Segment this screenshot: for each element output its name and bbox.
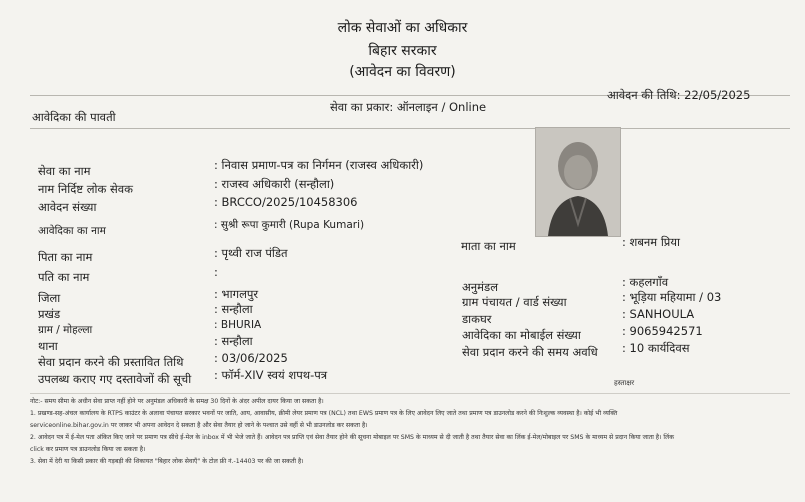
header-subtitle: (आवेदन का विवरण) [349,64,456,80]
note-2-cont: click कर प्रमाण पत्र डाउनलोड किया जा सकता है। [30,446,146,453]
value-application-number: : BRCCO/2025/10458306 [214,195,358,209]
label-village: ग्राम / मोहल्ला [38,324,93,336]
value-husband-name: : [214,265,218,279]
value-mobile-number: : 9065942571 [622,324,703,338]
value-village: : BHURIA [214,319,262,331]
label-subdivision: अनुमंडल [462,280,498,294]
note-3: 3. सेवा में देरी या किसी प्रकार की गड़बड़ी की शिकायत "बिहार लोक सेवाएँ" के टोल फ्री नं.-14403 पर की जा सकती है। [30,458,304,465]
subheader-divider [30,128,790,129]
label-mobile-number: आवेदिका का मोबाईल संख्या [462,328,581,342]
label-post-office: डाकघर [462,312,492,326]
label-service-duration: सेवा प्रदान करने की समय अवधि [462,345,598,359]
label-father-name: पिता का नाम [38,250,93,264]
note-appeal: नोट:- समय सीमा के अधीन सेवा प्राप्त नहीं होने पर अनुमंडल अधिकारी के समक्ष 30 दिनों के अंदर अपील दायर किया जा सकता है। [30,398,324,405]
label-police-station: थाना [38,339,58,353]
application-date: आवेदन की तिथि: 22/05/2025 [607,88,751,102]
note-2: 2. आवेदन पत्र में ई-मेल पता अंकित किए जाने पर प्रमाण पत्र सीधे ई-मेल के inbox में भी भेजे जाते हैं। आवेदन पत्र प्राप्ति एवं सेवा तैयार होने की सूचना मोबाइल पर SMS के माध्यम से दी जाती है तथा तैयार सेवा का लिंक ई-मेल/मोबाइल पर SMS के माध्यम से प्रदान किया जाता है। लिंक [30,434,674,441]
value-documents-list: : फॉर्म-XIV स्वयं शपथ-पत्र [214,368,328,382]
value-block: : सन्हौला [214,302,253,316]
label-district: जिला [38,291,61,305]
label-mother-name: माता का नाम [461,239,516,253]
label-applicant-name: आवेदिका का नाम [38,225,106,237]
value-mother-name: : शबनम प्रिया [622,235,681,249]
value-father-name: : पृथ्वी राज पंडित [214,246,288,260]
note-1-cont: serviceonline.bihar.gov.in पर जाकर भी अपना आवेदन दे सकता है और सेवा तैयार हो जाने के पश्चात उसे वहीं से भी डाउनलोड कर सकता है। [30,422,368,429]
value-gram-panchayat: : भूड़िया महियामा / 03 [622,290,722,304]
notes-divider [30,393,790,394]
label-husband-name: पति का नाम [38,270,90,284]
value-public-servant: : राजस्व अधिकारी (सन्हौला) [214,177,335,191]
applicant-photo [535,127,621,237]
value-subdivision: : कहलगाँव [622,275,669,289]
notes-section [30,396,795,468]
signature-label: हस्ताक्षर [614,379,635,387]
label-public-servant: नाम निर्दिष्ट लोक सेवक [38,182,133,196]
label-documents-list: उपलब्ध कराए गए दस्तावेजों की सूची [38,372,192,386]
label-service-name: सेवा का नाम [38,164,91,178]
value-proposed-date: : 03/06/2025 [214,351,288,365]
label-gram-panchayat: ग्राम पंचायत / वार्ड संख्या [462,295,567,309]
value-applicant-name: : सुश्री रूपा कुमारी (Rupa Kumari) [214,219,365,231]
header-title: लोक सेवाओं का अधिकार [337,20,468,36]
value-service-duration: : 10 कार्यदिवस [622,341,690,355]
label-application-number: आवेदन संख्या [38,200,97,214]
service-type: सेवा का प्रकार: ऑनलाइन / Online [330,100,487,114]
value-police-station: : सन्हौला [214,334,253,348]
label-block: प्रखंड [38,307,61,321]
note-1: 1. प्रखण्ड-सह-अंचल कार्यालय के RTPS काउंटर के अलावा पंचायत सरकार भवनों पर जाति, आय, आवासीय, क्रीमी लेयर प्रमाण पत्र (NCL) तथा EWS प्रमाण पत्र के लिए आवेदन लिए जाते तथा प्रमाण पत्र डाउनलोड करने की निःशुल्क व्यवस्था है। कोई भी व्यक्ति [30,410,618,417]
label-proposed-date: सेवा प्रदान करने की प्रस्तावित तिथि [38,355,184,369]
value-service-name: : निवास प्रमाण-पत्र का निर्गमन (राजस्व अधिकारी) [214,158,424,172]
applicant-photo-image [536,128,620,236]
receipt-label: आवेदिका की पावती [32,110,116,124]
value-post-office: : SANHOULA [622,307,695,321]
value-district: : भागलपुर [214,287,259,301]
header-government: बिहार सरकार [368,43,437,59]
